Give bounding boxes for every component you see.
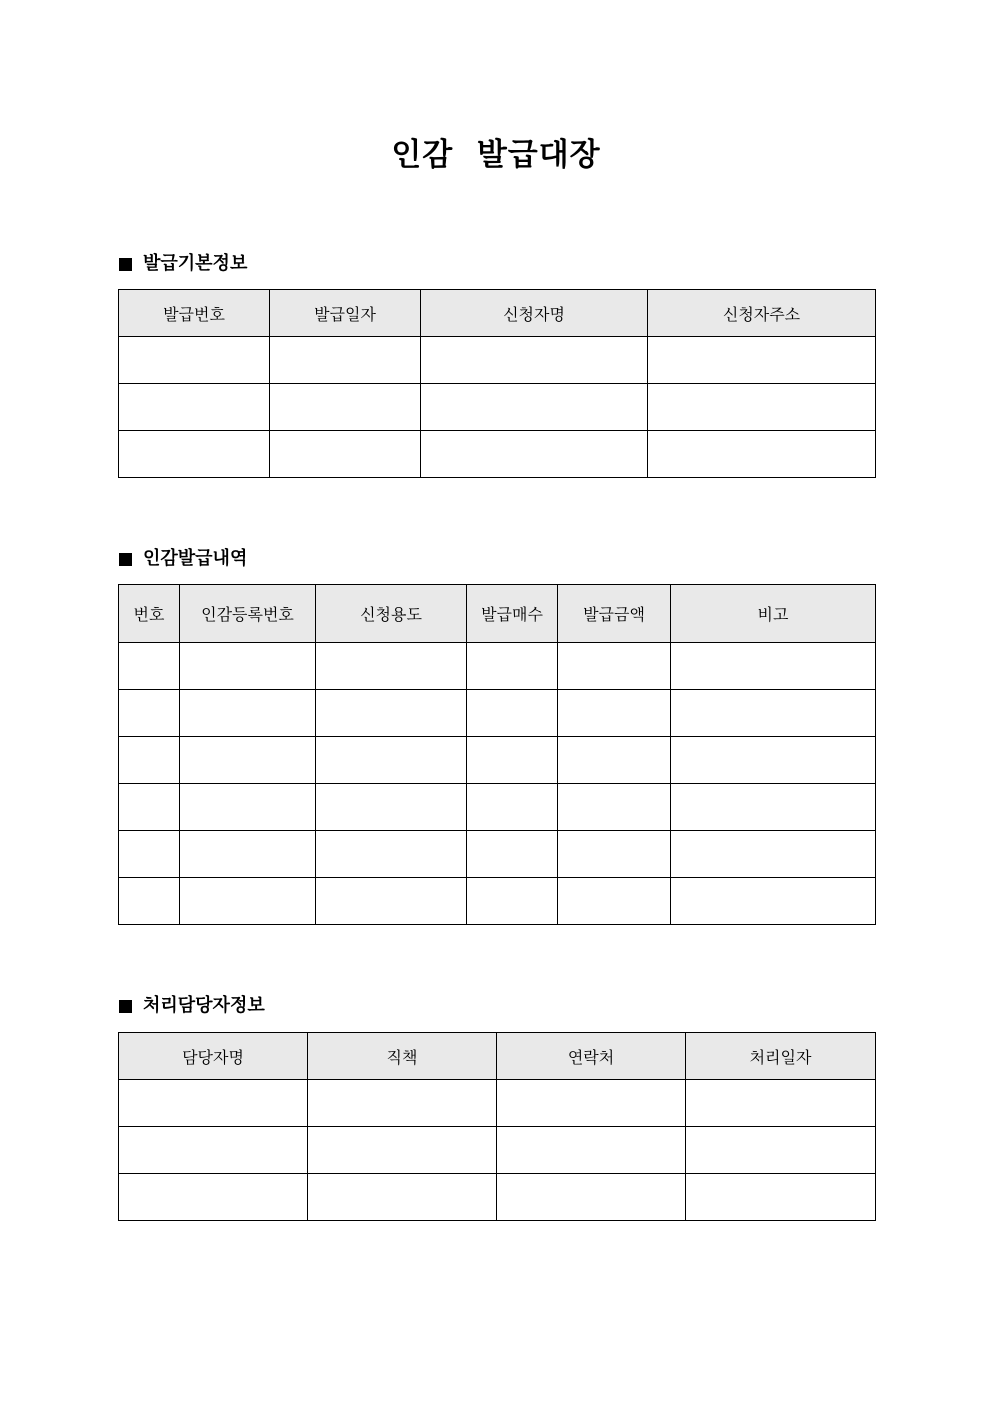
table-row — [119, 831, 876, 878]
table-cell[interactable] — [270, 337, 421, 384]
table-cell[interactable] — [467, 690, 558, 737]
table-cell[interactable] — [558, 643, 671, 690]
table-row — [119, 1127, 876, 1174]
table-cell[interactable] — [558, 737, 671, 784]
table-row — [119, 1080, 876, 1127]
table-cell[interactable] — [671, 643, 876, 690]
table-cell[interactable] — [558, 831, 671, 878]
table-header-row — [119, 290, 876, 337]
section-heading-basic-info — [119, 252, 247, 276]
table-cell[interactable] — [558, 878, 671, 925]
header-cell: 신청자명 — [421, 290, 648, 337]
table-cell[interactable] — [467, 643, 558, 690]
header-cell: 직책 — [308, 1033, 497, 1080]
table-cell[interactable] — [119, 643, 180, 690]
table-cell[interactable] — [316, 690, 467, 737]
table-cell[interactable] — [316, 831, 467, 878]
table-cell[interactable] — [497, 1127, 686, 1174]
table-cell[interactable] — [119, 878, 180, 925]
table-cell[interactable] — [180, 878, 316, 925]
header-cell: 신청자주소 — [648, 290, 876, 337]
table-cell[interactable] — [119, 784, 180, 831]
table-cell[interactable] — [648, 337, 876, 384]
section-heading-issue-details — [119, 547, 247, 571]
header-cell: 발급일자 — [270, 290, 421, 337]
table-cell[interactable] — [308, 1127, 497, 1174]
square-bullet-icon — [119, 1000, 132, 1013]
table-cell[interactable] — [421, 384, 648, 431]
handler-info-table — [118, 1032, 876, 1221]
table-cell[interactable] — [686, 1174, 876, 1221]
table-cell[interactable] — [467, 737, 558, 784]
table-cell[interactable] — [648, 384, 876, 431]
table-cell[interactable] — [316, 737, 467, 784]
section-heading-label: 인감발급내역 — [143, 548, 248, 569]
table-header-row — [119, 1033, 876, 1080]
table-cell[interactable] — [671, 690, 876, 737]
table-cell[interactable] — [119, 690, 180, 737]
table-cell[interactable] — [316, 784, 467, 831]
table-cell[interactable] — [421, 431, 648, 478]
table-cell[interactable] — [671, 878, 876, 925]
document-title: 인감 발급대장 — [391, 137, 601, 173]
table-cell[interactable] — [316, 643, 467, 690]
header-cell: 발급금액 — [558, 585, 671, 643]
table-cell[interactable] — [558, 784, 671, 831]
table-cell[interactable] — [421, 337, 648, 384]
table-row — [119, 337, 876, 384]
header-cell: 발급매수 — [467, 585, 558, 643]
header-cell: 번호 — [119, 585, 180, 643]
table-cell[interactable] — [316, 878, 467, 925]
table-header-row — [119, 585, 876, 643]
table-cell[interactable] — [497, 1174, 686, 1221]
table-cell[interactable] — [671, 737, 876, 784]
table-row — [119, 643, 876, 690]
table-cell[interactable] — [671, 831, 876, 878]
header-cell: 비고 — [671, 585, 876, 643]
table-cell[interactable] — [467, 784, 558, 831]
section-heading-label: 처리담당자정보 — [143, 995, 265, 1016]
header-cell: 처리일자 — [686, 1033, 876, 1080]
section-heading-label: 발급기본정보 — [143, 253, 248, 274]
table-cell[interactable] — [308, 1174, 497, 1221]
table-cell[interactable] — [270, 384, 421, 431]
table-cell[interactable] — [119, 384, 270, 431]
table-cell[interactable] — [180, 784, 316, 831]
square-bullet-icon — [119, 553, 132, 566]
table-cell[interactable] — [686, 1080, 876, 1127]
table-row — [119, 878, 876, 925]
table-cell[interactable] — [180, 831, 316, 878]
table-cell[interactable] — [180, 690, 316, 737]
table-cell[interactable] — [180, 643, 316, 690]
table-cell[interactable] — [180, 737, 316, 784]
table-row — [119, 690, 876, 737]
table-row — [119, 784, 876, 831]
table-cell[interactable] — [558, 690, 671, 737]
table-cell[interactable] — [119, 337, 270, 384]
table-cell[interactable] — [119, 737, 180, 784]
table-row — [119, 1174, 876, 1221]
square-bullet-icon — [119, 258, 132, 271]
section-heading-handler-info — [119, 994, 265, 1018]
table-cell[interactable] — [648, 431, 876, 478]
table-cell[interactable] — [119, 1080, 308, 1127]
table-cell[interactable] — [467, 878, 558, 925]
basic-info-table — [118, 289, 876, 478]
header-cell: 인감등록번호 — [180, 585, 316, 643]
header-cell: 연락처 — [497, 1033, 686, 1080]
issue-details-table — [118, 584, 876, 925]
table-row — [119, 384, 876, 431]
table-cell[interactable] — [119, 831, 180, 878]
header-cell: 발급번호 — [119, 290, 270, 337]
table-row — [119, 431, 876, 478]
table-cell[interactable] — [270, 431, 421, 478]
table-cell[interactable] — [308, 1080, 497, 1127]
table-cell[interactable] — [671, 784, 876, 831]
table-row — [119, 737, 876, 784]
table-cell[interactable] — [686, 1127, 876, 1174]
table-cell[interactable] — [119, 1127, 308, 1174]
table-cell[interactable] — [119, 431, 270, 478]
header-cell: 신청용도 — [316, 585, 467, 643]
header-cell: 담당자명 — [119, 1033, 308, 1080]
table-cell[interactable] — [497, 1080, 686, 1127]
table-cell[interactable] — [119, 1174, 308, 1221]
table-cell[interactable] — [467, 831, 558, 878]
